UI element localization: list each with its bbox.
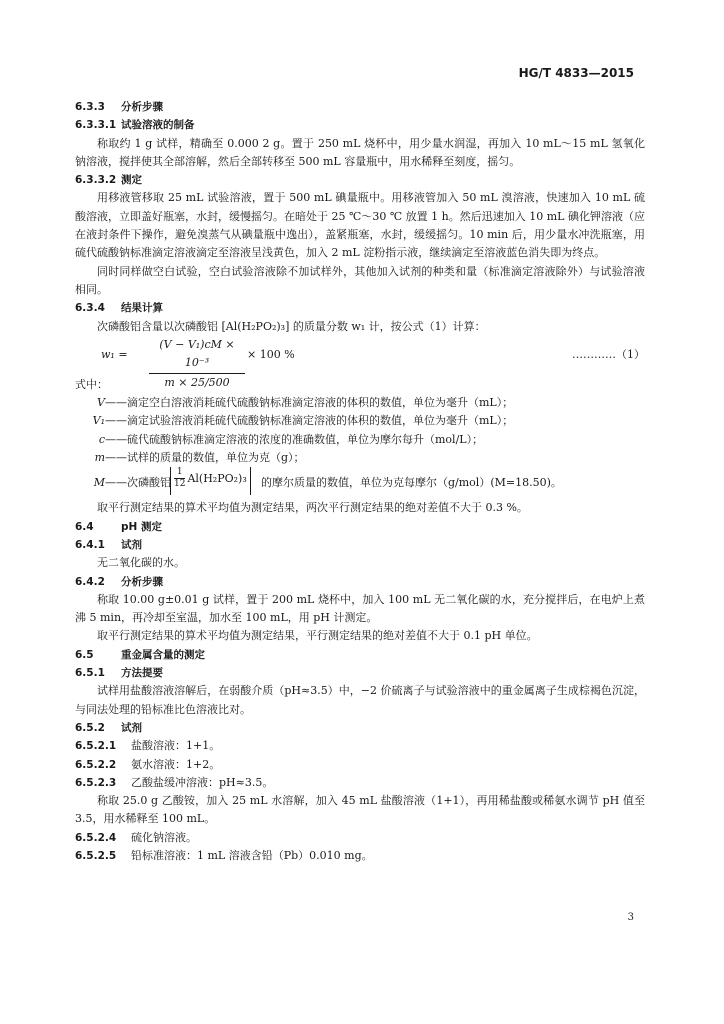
section-heading: 6.3.3.1 试验溶液的制备 <box>75 119 195 132</box>
formula-fraction <box>149 336 245 393</box>
section-heading: 6.5 重金属含量的测定 <box>75 648 205 661</box>
section-heading: 6.4.2 分析步骤 <box>75 575 163 588</box>
formula-rhs: × 100 % <box>247 347 295 361</box>
reagent-item: 6.5.2.2 氨水溶液：1+2。 <box>75 757 221 771</box>
variable-definition: c——硫代硫酸钠标准滴定溶液的浓度的准确数值，单位为摩尔每升（mol/L）； <box>98 432 484 446</box>
paragraph: 用移液管移取 25 mL 试验溶液，置于 500 mL 碘量瓶中。用移液管加入 50 mL 溴溶液，快速加入 10 mL 硫酸溶液，立即盖好瓶塞，水封，缓慢摇匀。在暗处于 25 ℃～30 ℃ 放置 1 h。然后迅速加入 10 mL 碘化钾溶液（应在液封条件下操作，避免溴蒸气从碘量瓶中逸出），盖紧瓶塞，水封，缓缓摇匀。10 min 后，用少量水冲洗瓶塞，用硫代硫酸钠标准滴定溶液滴定至溶液呈浅黄色，加入 2 mL 淀粉指示液，继续滴定至溶液蓝色消失即为终点。 <box>75 191 645 260</box>
paragraph: 取平行测定结果的算术平均值为测定结果，平行测定结果的绝对差值不大于 0.1 pH 单位。 <box>97 629 538 643</box>
section-heading: 6.5.2 试剂 <box>75 721 142 734</box>
paragraph: 无二氧化碳的水。 <box>97 556 185 570</box>
variable-definition: m——试样的质量的数值，单位为克（g）； <box>94 451 305 465</box>
paragraph: 同时同样做空白试验，空白试验溶液除不加试样外，其他加入试剂的种类和量（标准滴定溶液除外）与试验溶液相同。 <box>75 264 645 296</box>
standard-number: HG/T 4833—2015 <box>518 66 634 80</box>
page-number: 3 <box>627 912 634 923</box>
reagent-item: 6.5.2.4 硫化钠溶液。 <box>75 830 197 844</box>
paragraph: 取平行测定结果的算术平均值为测定结果，两次平行测定结果的绝对差值不大于 0.3 %。 <box>97 501 528 515</box>
paragraph: 称取 25.0 g 乙酸铵，加入 25 mL 水溶解，加入 45 mL 盐酸溶液（1+1），再用稀盐酸或稀氨水调节 pH 值至 3.5，用水稀释至 100 mL。 <box>75 794 645 826</box>
formula-number: …………（1） <box>572 347 645 361</box>
page-content <box>75 98 645 865</box>
reagent-item: 6.5.2.1 盐酸溶液：1+1。 <box>75 739 221 753</box>
section-heading: 6.4 pH 测定 <box>75 520 162 533</box>
section-heading: 6.4.1 试剂 <box>75 538 142 551</box>
section-heading: 6.5.1 方法提要 <box>75 667 163 680</box>
paragraph: 试样用盐酸溶液溶解后，在弱酸介质（pH≈3.5）中，−2 价硫离子与试验溶液中的重金属离子生成棕褐色沉淀，与同法处理的铅标准比色溶液比对。 <box>75 684 645 716</box>
where-label: 式中： <box>75 377 108 391</box>
paragraph: 称取 10.00 g±0.01 g 试样，置于 200 mL 烧杯中，加入 100 mL 无二氧化碳的水，充分搅拌后，在电炉上煮沸 5 min，再冷却至室温，加水至 100 mL，用 pH 计测定。 <box>75 592 645 625</box>
paragraph: 称取约 1 g 试样，精确至 0.000 2 g。置于 250 mL 烧杯中，用少量水润湿，再加入 10 mL～15 mL 氢氧化钠溶液，搅拌使其全部溶解，然后全部转移至 500 mL 容量瓶中，用水稀释至刻度，摇匀。 <box>75 136 645 168</box>
paragraph: 次磷酸铝含量以次磷酸铝 [Al(H₂PO₂)₃] 的质量分数 w₁ 计，按公式（1）计算： <box>97 319 486 333</box>
reagent-item: 6.5.2.3 乙酸盐缓冲溶液：pH≈3.5。 <box>75 775 274 789</box>
bracket-expression: $\frac{1}{12}$ Al(H₂PO₂)₃ <box>170 467 251 495</box>
variable-definition: V——滴定空白溶液消耗硫代硫酸钠标准滴定溶液的体积的数值，单位为毫升（mL）； <box>97 396 514 410</box>
variable-definition: V₁——滴定试验溶液消耗硫代硫酸钠标准滴定溶液的体积的数值，单位为毫升（mL）； <box>92 414 514 428</box>
reagent-item: 6.5.2.5 铅标准溶液：1 mL 溶液含铅（Pb）0.010 mg。 <box>75 848 373 862</box>
section-heading: 6.3.3.2 测定 <box>75 174 142 187</box>
section-heading: 6.3.3 分析步骤 <box>75 101 163 113</box>
formula-denominator: m × 25/500 <box>164 376 230 390</box>
variable-definition-molar-mass: M ——次磷酸铝 $\frac{1}{12}$ Al(H₂PO₂)₃ 的摩尔质量的数值，单位为克每摩尔（g/mol）(M=18.50)。 <box>75 467 645 499</box>
formula-lhs: w₁ = <box>101 347 128 361</box>
formula-numerator: (V − V₁)cM × 10⁻³ <box>149 336 245 375</box>
section-heading: 6.3.4 结果计算 <box>75 302 163 315</box>
